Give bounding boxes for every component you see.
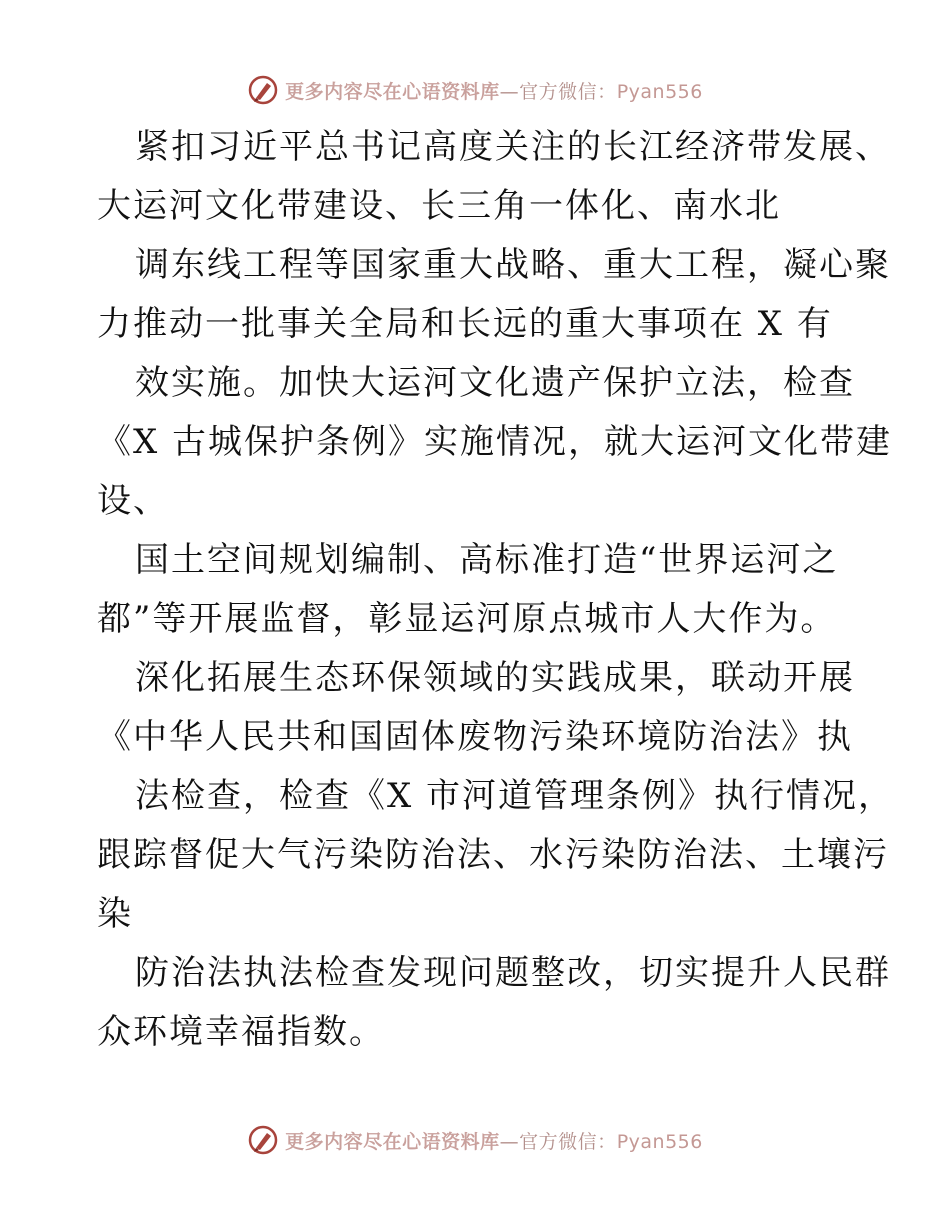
watermark-wechat-id: Pyan556 [616, 1130, 703, 1153]
text-line: 众环境幸福指数。 [97, 1012, 385, 1052]
watermark-official: —官方微信： [499, 1130, 617, 1153]
watermark-brand: 更多内容尽在心语资料库 [285, 1130, 500, 1153]
text-line: 防治法执法检查发现问题整改，切实提升人民群 [135, 953, 891, 993]
text-line: 深化拓展生态环保领域的实践成果，联动开展 [135, 658, 855, 698]
text-line: 都”等开展监督，彰显运河原点城市人大作为。 [97, 599, 837, 639]
text-line: 大运河文化带建设、长三角一体化、南水北 [97, 186, 781, 226]
text-line: 紧扣习近平总书记高度关注的长江经济带发展、 [135, 127, 891, 167]
text-line: 调东线工程等国家重大战略、重大工程，凝心聚 [135, 245, 891, 285]
watermark-wechat-id: Pyan556 [616, 80, 703, 103]
pen-logo-icon [247, 74, 279, 106]
text-line: 设、 [97, 481, 169, 521]
text-line: 效实施。加快大运河文化遗产保护立法，检查 [135, 363, 855, 403]
text-line: 《中华人民共和国固体废物污染环境防治法》执 [97, 717, 853, 757]
pen-logo-icon [247, 1124, 279, 1156]
header-watermark [0, 72, 950, 108]
document-body [97, 118, 895, 1062]
watermark-official: —官方微信： [499, 80, 617, 103]
text-line: 染 [97, 894, 133, 934]
text-line: 《X 古城保护条例》实施情况，就大运河文化带建 [97, 422, 893, 462]
footer-watermark [0, 1122, 950, 1158]
text-line: 国土空间规划编制、高标准打造“世界运河之 [135, 540, 839, 580]
watermark-text [285, 1127, 703, 1154]
text-line: 跟踪督促大气污染防治法、水污染防治法、土壤污 [97, 835, 889, 875]
text-line: 力推动一批事关全局和长远的重大事项在 X 有 [97, 304, 833, 344]
text-line: 法检查，检查《X 市河道管理条例》执行情况， [135, 776, 895, 816]
watermark-brand: 更多内容尽在心语资料库 [285, 80, 500, 103]
watermark-text [285, 77, 703, 104]
